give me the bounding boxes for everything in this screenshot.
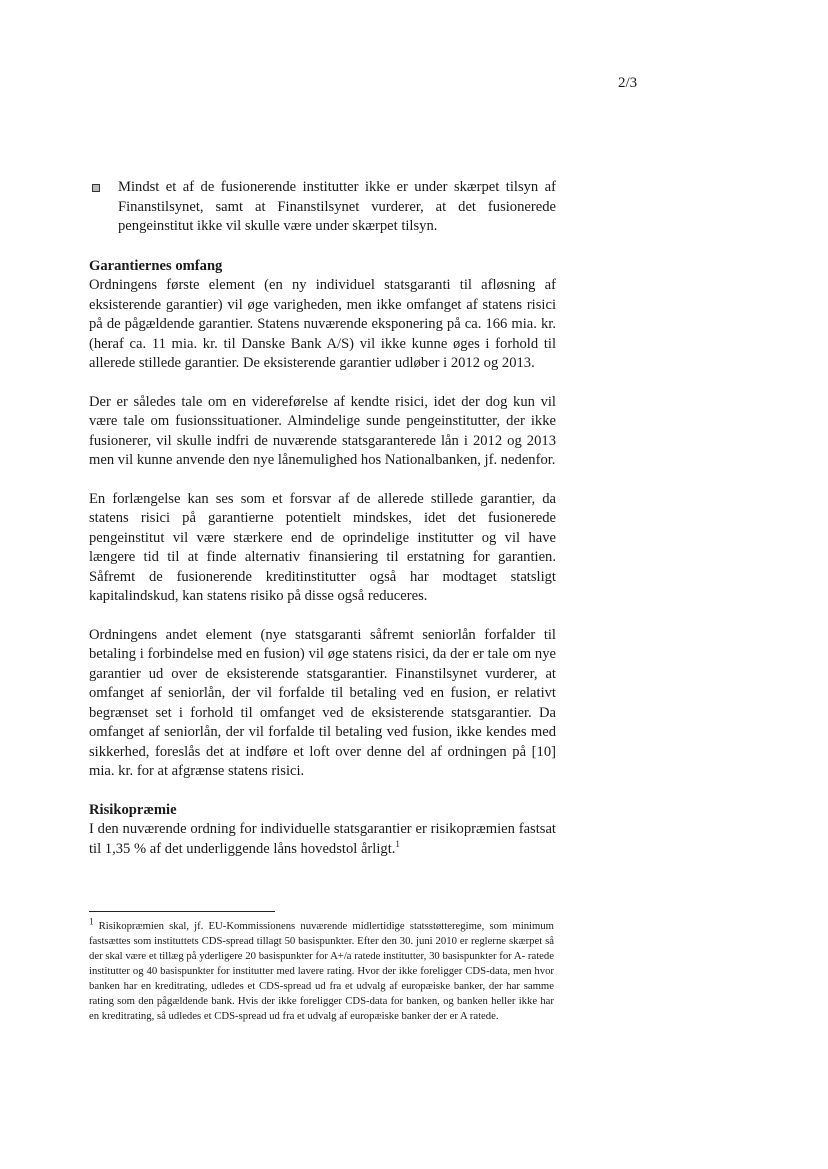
bullet-item	[89, 178, 556, 237]
footnote-reference: 1	[395, 838, 400, 849]
paragraph: Ordningens andet element (nye statsgaranti såfremt seniorlån forfalder til betaling i forbindelse med en fusion) vil øge statens risici, da der er tale om nye garantier ud over de eksisterende statsgarantier. Finanstilsynet vurderer, at omfanget af seniorlån, der vil forfalde til betaling ved en fusion, er relativt begrænset set i forhold til omfanget ved de eksisterende statsgarantier. Da omfanget af seniorlån, der vil forfalde til betaling ved fusion, ikke kendes med sikkerhed, foreslås det at indføre et loft over denne del af ordningen på [10] mia. kr. for at afgrænse statens risici.	[89, 626, 556, 779]
paragraph	[89, 820, 556, 859]
footnote-marker: 1	[89, 916, 94, 927]
document-body	[89, 178, 556, 859]
section-heading-garantiernes-omfang: Garantiernes omfang	[89, 257, 223, 274]
square-bullet-icon	[92, 184, 100, 192]
footnote-text: Risikopræmien skal, jf. EU-Kommissionens nuværende midlertidige statsstøtteregime, som minimum fastsættes som instituttets CDS-spread tillagt 50 basispunkter. Efter den 30. juni 2010 er reglerne skærpet så der skal være et tillæg på yderligere 20 basispunkter for A+/a ratede institutter, 30 basispunkter for A- ratede institutter og 40 basispunkter for institutter med lavere rating. Hvor der ikke foreligger CDS-data, men hvor banken har en kreditrating, udledes et CDS-spread ud fra et udvalg af europæiske banker, der har samme rating som den pågældende bank. Hvis der ikke foreligger CDS-data for banken, og banken heller ikke har en kreditrating, så udledes et CDS-spread ud fra et udvalg af europæiske banker der er A ratede.	[89, 920, 554, 1022]
paragraph-text: I den nuværende ordning for individuelle statsgarantier er risikopræmien fastsat til 1,35 % af det underliggende låns hovedstol årligt.	[89, 821, 556, 857]
section-heading-risikopraemie: Risikopræmie	[89, 801, 177, 818]
paragraph: Der er således tale om en videreførelse af kendte risici, idet der dog kun vil være tale om fusionssituationer. Almindelige sunde pengeinstitutter, der ikke fusionerer, vil skulle indfri de nuværende statsgaranterede lån i 2012 og 2013 men vil kunne anvende den nye lånemulighed hos Nationalbanken, jf. nedenfor.	[89, 393, 556, 468]
footnote	[89, 916, 554, 1024]
footnote-divider	[89, 911, 275, 912]
bullet-text: Mindst et af de fusionerende institutter ikke er under skærpet tilsyn af Finanstilsynet, samt at Finanstilsynet vurderer, at det fusionerede pengeinstitut ikke vil skulle være under skærpet tilsyn.	[118, 179, 556, 234]
paragraph: En forlængelse kan ses som et forsvar af de allerede stillede garantier, da statens risici på garantierne potentielt mindskes, idet det fusionerede pengeinstitut vil være stærkere end de oprindelige institutter og vil have længere tid til at finde alternativ finansiering til erstatning for garantien. Såfremt de fusionerende kreditinstitutter også har modtaget statsligt kapitalindskud, kan statens risiko på disse også reduceres.	[89, 490, 556, 604]
paragraph: Ordningens første element (en ny individuel statsgaranti til afløsning af eksisterende garantier) vil øge varigheden, men ikke omfanget af statens risici på de pågældende garantier. Statens nuværende eksponering på ca. 166 mia. kr. (heraf ca. 11 mia. kr. til Danske Bank A/S) vil ikke kunne øges i forhold til allerede stillede garantier. De eksisterende garantier udløber i 2012 og 2013.	[89, 277, 556, 371]
page-number: 2/3	[618, 75, 638, 91]
